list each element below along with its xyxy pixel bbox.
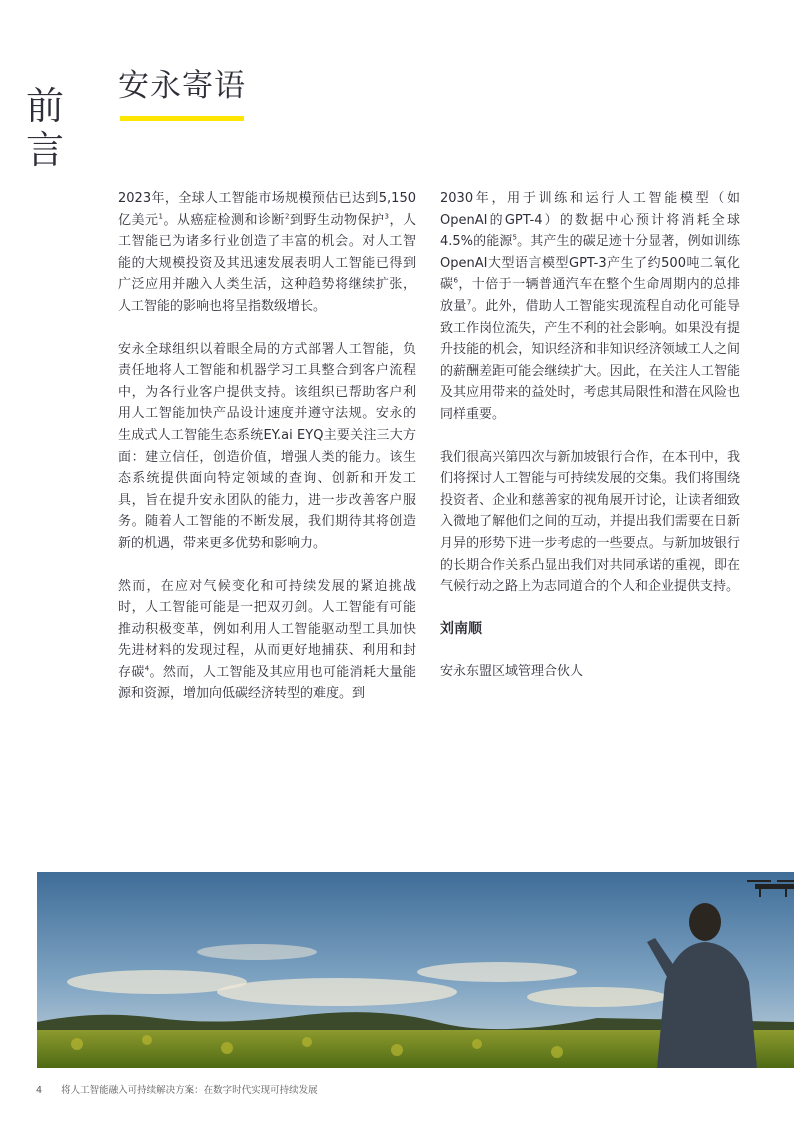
side-title (26, 84, 76, 172)
right-column (440, 188, 740, 704)
paragraph-5: 我们很高兴第四次与新加坡银行合作，在本刊中，我们将探讨人工智能与可持续发展的交集。我们将围绕投资者、企业和慈善家的视角展开讨论，让读者细致入微地了解他们之间的互动，并提出我们需要在日新月异的形势下进一步考虑的一些要点。与新加坡银行的长期合作关系凸显出我们对共同承诺的重视，即在气候行动之路上为志同道合的个人和企业提供支持。 (440, 449, 740, 595)
heading-accent-rule (120, 116, 244, 121)
paragraph-4: 2030年，用于训练和运行人工智能模型（如OpenAI的GPT-4）的数据中心预计将消耗全球4.5%的能源$^5$。其产生的碳足迹十分显著，例如训练OpenAI大型语言模型GPT-3产生了约500吨二氧化碳$^6$，十倍于一辆普通汽车在整个生命周期内的总排放量$^7$。此外，借助人工智能实现流程自动化可能导致工作岗位流失，产生不利的社会影响。如果没有提升技能的机会，知识经济和非知识经济领域工人之间的薪酬差距可能会继续扩大。因此，在关注人工智能及其应用带来的益处时，考虑其局限性和潜在风险也同样重要。 (440, 191, 740, 422)
side-title-char-2: 言 (26, 128, 65, 172)
side-title-char-1: 前 (26, 84, 65, 128)
footer-text: 将人工智能融入可持续解决方案：在数字时代实现可持续发展 (61, 1085, 318, 1096)
page-heading: 安永寄语 (118, 68, 246, 104)
paragraph-2: 安永全球组织以着眼全局的方式部署人工智能，负责任地将人工智能和机器学习工具整合到客户流程中，为各行业客户提供支持。该组织已帮助客户利用人工智能加快产品设计速度并遵守法规。安永的生成式人工智能生态系统EY.ai EYQ主要关注三大方面：建立信任，创造价值，增强人类的能力。该生态系统提供面向特定领域的查询、创新和开发工具，旨在提升安永团队的能力，进一步改善客户服务。随着人工智能的不断发展，我们期待其将创造新的机遇，带来更多优势和影响力。 (118, 341, 416, 551)
photo-illustration (37, 872, 794, 1068)
signature-name: 刘南顺 (440, 620, 482, 637)
drone-field-photo (37, 872, 794, 1068)
paragraph-3: 然而，在应对气候变化和可持续发展的紧迫挑战时，人工智能可能是一把双刃剑。人工智能有可能推动积极变革，例如利用人工智能驱动型工具加快先进材料的发现过程，从而更好地捕获、利用和封存碳$^4$。然而，人工智能及其应用也可能消耗大量能源和资源，增加向低碳经济转型的难度。到 (118, 578, 416, 702)
page-footer (36, 1082, 318, 1096)
paragraph-1: 2023年，全球人工智能市场规模预估已达到5,150亿美元$^1$。从癌症检测和诊断$^2$到野生动物保护$^3$，人工智能已为诸多行业创造了丰富的机会。对人工智能的大规模投资及其迅速发展表明人工智能已得到广泛应用并融入人类生活，这种趋势将继续扩张，人工智能的影响也将呈指数级增长。 (118, 191, 416, 314)
signature-title: 安永东盟区域管理合伙人 (440, 664, 584, 680)
page-number: 4 (36, 1085, 43, 1096)
left-column (118, 188, 416, 726)
